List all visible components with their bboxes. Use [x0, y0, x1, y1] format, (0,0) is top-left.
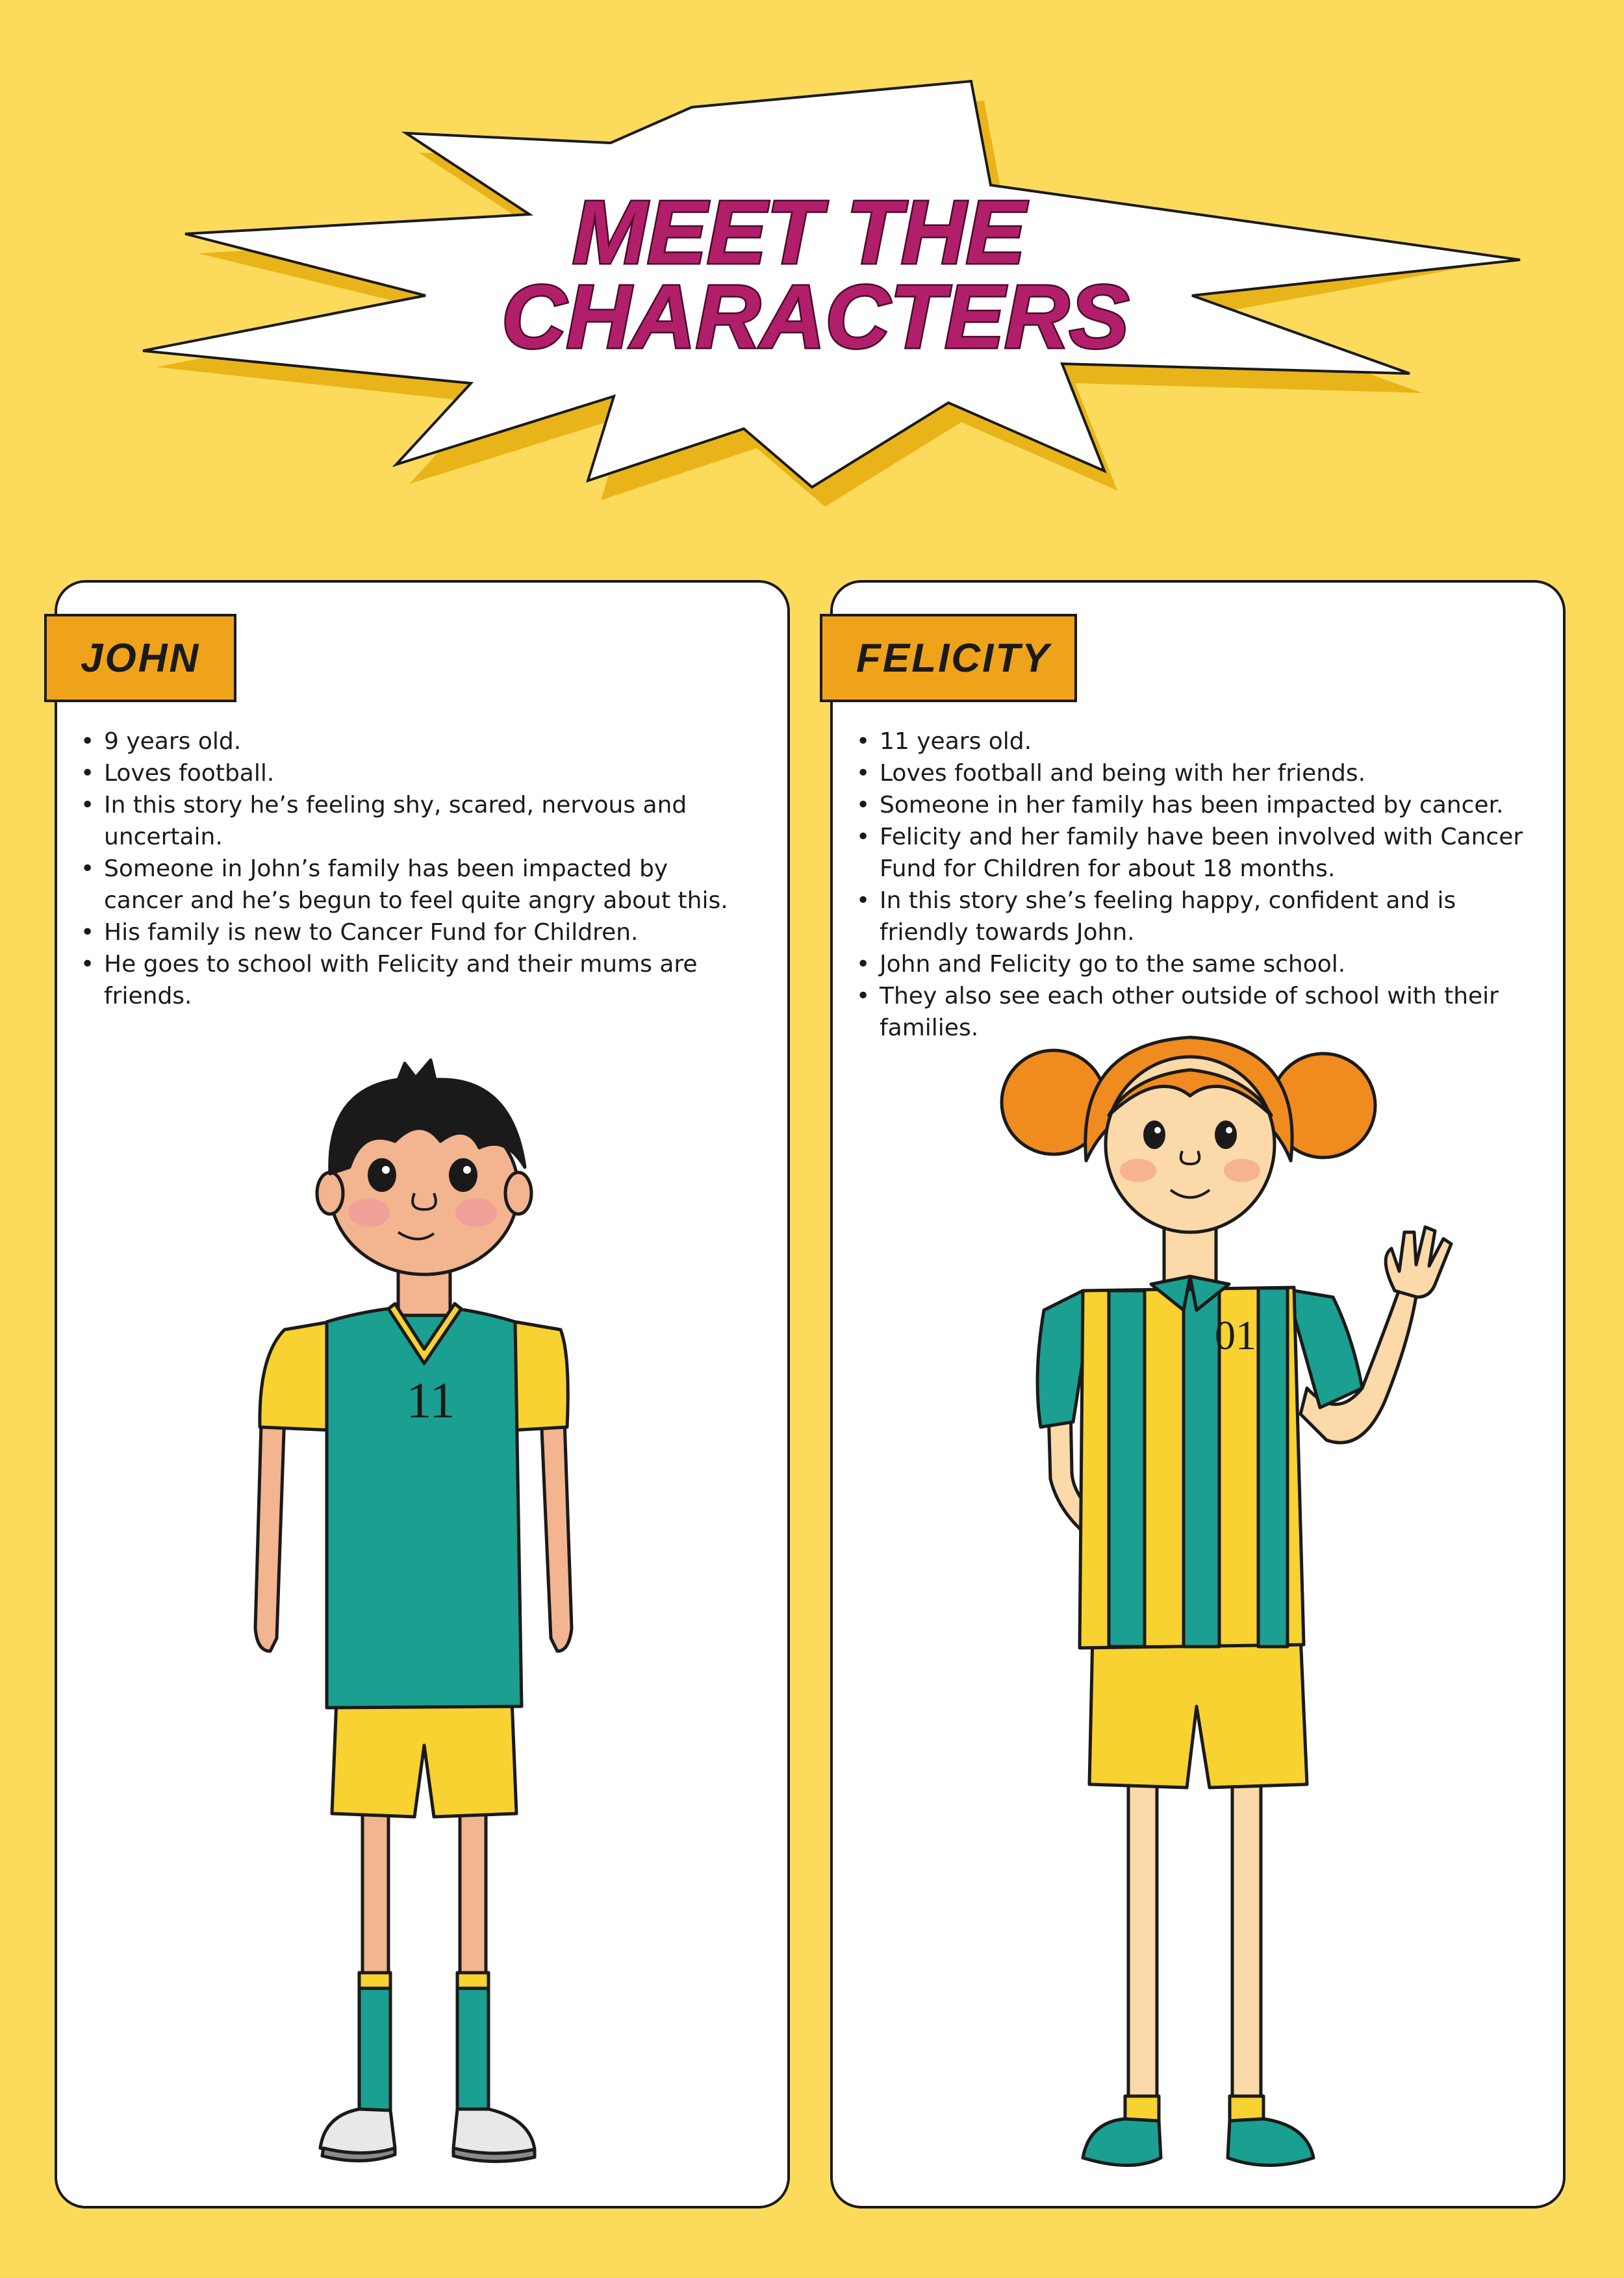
john-left-sleeve	[260, 1322, 335, 1430]
fact-item: • They also see each other outside of school with their families.	[856, 980, 1524, 1044]
felicity-right-leg	[1232, 1771, 1261, 2116]
fact-item: • Felicity and her family have been involved with Cancer Fund for Children for about 18 months.	[856, 821, 1524, 885]
fact-item: • His family is new to Cancer Fund for Children.	[81, 917, 748, 948]
fact-item: • In this story she’s feeling happy, confident and is friendly towards John.	[856, 885, 1524, 948]
fact-item: • Loves football.	[81, 757, 748, 789]
felicity-left-leg	[1128, 1771, 1157, 2116]
john-shorts	[332, 1700, 516, 1817]
john-left-leg	[362, 1797, 388, 1979]
john-right-cheek	[455, 1198, 497, 1227]
john-right-sleeve	[511, 1322, 568, 1430]
name-tag-felicity: FELICITY	[820, 614, 1077, 702]
fact-item: • Someone in John’s family has been impacted by cancer and he’s begun to feel quite angry about this.	[81, 853, 748, 917]
felicity-left-shoe	[1083, 2119, 1161, 2166]
john-illustration	[174, 1050, 668, 2181]
facts-list-john	[81, 726, 748, 1012]
john-right-shoe	[453, 2109, 535, 2156]
john-right-leg	[460, 1797, 486, 1979]
felicity-shirt-number: 01	[1215, 1312, 1256, 1358]
john-left-ear	[317, 1172, 343, 1214]
fact-item: • In this story he’s feeling shy, scared, nervous and uncertain.	[81, 789, 748, 853]
felicity-left-cheek	[1120, 1159, 1156, 1182]
john-left-sock	[359, 1973, 390, 2112]
felicity-right-shoe	[1228, 2119, 1313, 2166]
john-right-sock	[457, 1973, 488, 2112]
felicity-illustration	[963, 1024, 1508, 2181]
title-line-1: MEET THE	[572, 183, 1026, 283]
title-starburst	[0, 0, 1624, 520]
title-line-2: CHARACTERS	[501, 267, 1129, 367]
felicity-waving-hand	[1386, 1227, 1451, 1297]
john-jersey	[327, 1305, 522, 1708]
john-left-cheek	[348, 1198, 390, 1227]
john-right-eye	[449, 1158, 477, 1192]
name-tag-john: JOHN	[44, 614, 236, 702]
felicity-right-sleeve	[1291, 1291, 1362, 1408]
felicity-shorts	[1089, 1635, 1307, 1788]
fact-item: • 11 years old.	[856, 726, 1524, 757]
fact-item: • Someone in her family has been impacted by cancer.	[856, 789, 1524, 821]
character-card-john	[55, 580, 790, 2208]
fact-item: • He goes to school with Felicity and their mums are friends.	[81, 948, 748, 1012]
felicity-left-eye	[1143, 1120, 1165, 1149]
fact-item: • John and Felicity go to the same school.	[856, 948, 1524, 980]
john-right-ear	[505, 1172, 531, 1214]
fact-item: • Loves football and being with her friends.	[856, 757, 1524, 789]
john-right-arm	[541, 1401, 572, 1651]
john-left-arm	[255, 1401, 285, 1651]
john-shirt-number: 11	[406, 1372, 455, 1428]
fact-item: • 9 years old.	[81, 726, 748, 757]
character-card-felicity	[830, 580, 1566, 2208]
facts-list-felicity	[856, 726, 1524, 1044]
john-left-eye	[368, 1158, 396, 1192]
felicity-right-eye	[1215, 1120, 1237, 1149]
felicity-right-cheek	[1224, 1159, 1260, 1182]
